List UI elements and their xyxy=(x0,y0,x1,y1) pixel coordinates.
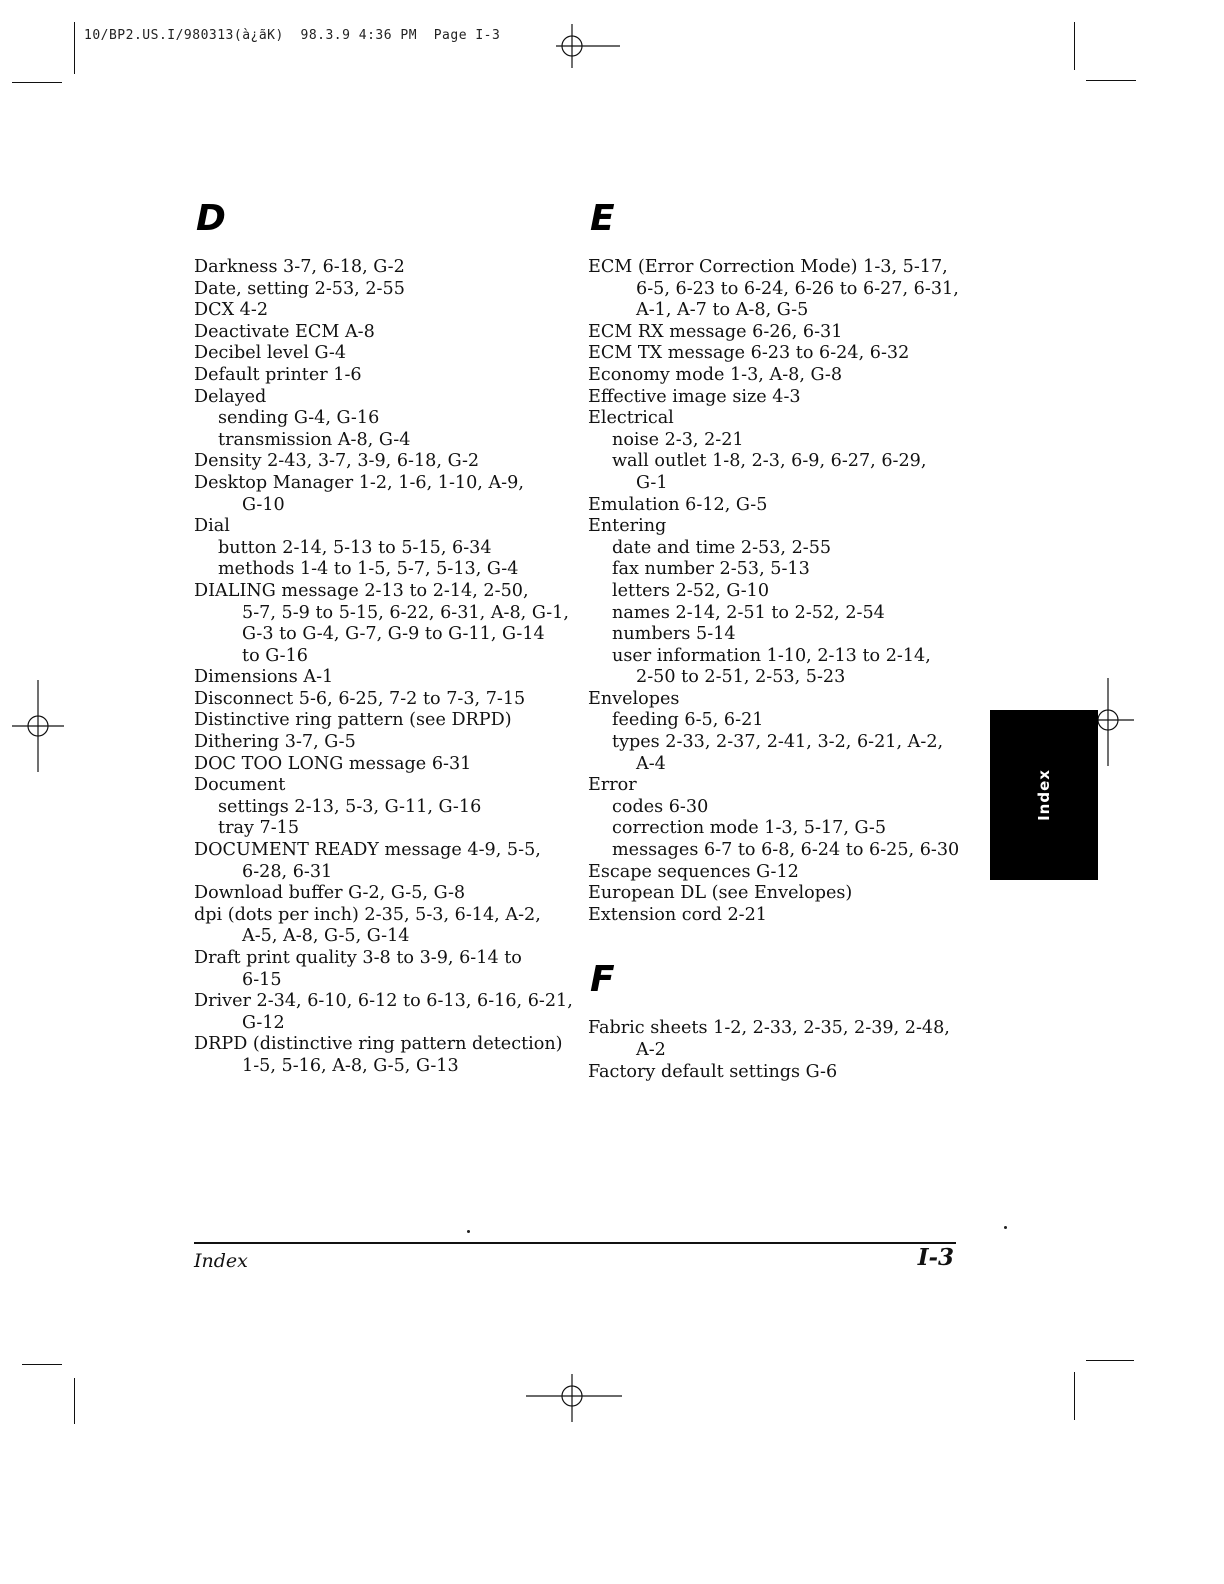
section-letter-f: F xyxy=(590,959,615,1001)
print-slug: 10/BP2.US.I/980313(à¿ãK) 98.3.9 4:36 PM Page I-3 xyxy=(84,28,501,43)
registration-mark-top xyxy=(548,20,628,72)
index-entry: Document xyxy=(194,775,286,796)
index-entry: Disconnect 5-6, 6-25, 7-2 to 7-3, 7-15 xyxy=(194,688,526,709)
crop-mark xyxy=(12,82,62,83)
index-entry: Escape sequences G-12 xyxy=(588,861,799,882)
index-entry-continuation: A-4 xyxy=(636,753,666,774)
index-column-left xyxy=(194,195,574,1078)
registration-mark-left xyxy=(10,678,66,774)
index-entry: Distinctive ring pattern (see DRPD) xyxy=(194,710,512,731)
index-entry-continuation: 6-15 xyxy=(242,969,282,990)
index-entry-continuation: 6-28, 6-31 xyxy=(242,861,333,882)
index-entry: DOCUMENT READY message 4-9, 5-5, xyxy=(194,840,541,861)
index-subentry: fax number 2-53, 5-13 xyxy=(612,559,810,580)
entries-e xyxy=(588,257,988,926)
index-subentry: wall outlet 1-8, 2-3, 6-9, 6-27, 6-29, xyxy=(612,451,927,472)
index-entry: Economy mode 1-3, A-8, G-8 xyxy=(588,364,843,385)
crop-mark xyxy=(74,1378,75,1424)
index-entry: Dimensions A-1 xyxy=(194,667,334,688)
index-entry: Default printer 1-6 xyxy=(194,364,362,385)
index-thumb-tab xyxy=(990,710,1098,880)
index-entry: European DL (see Envelopes) xyxy=(588,883,853,904)
index-entry: Dithering 3-7, G-5 xyxy=(194,732,356,753)
index-entry: Electrical xyxy=(588,408,674,429)
index-entry-continuation: 2-50 to 2-51, 2-53, 5-23 xyxy=(636,667,846,688)
crop-mark xyxy=(1086,1360,1134,1361)
index-subentry: names 2-14, 2-51 to 2-52, 2-54 xyxy=(612,602,885,623)
index-entry-continuation: G-12 xyxy=(242,1012,285,1033)
index-subentry: types 2-33, 2-37, 2-41, 3-2, 6-21, A-2, xyxy=(612,732,944,753)
crop-mark xyxy=(74,22,75,74)
index-entry-continuation: G-10 xyxy=(242,494,285,515)
index-subentry: date and time 2-53, 2-55 xyxy=(612,537,832,558)
index-subentry: numbers 5-14 xyxy=(612,624,736,645)
index-entry: DOC TOO LONG message 6-31 xyxy=(194,753,472,774)
index-subentry: user information 1-10, 2-13 to 2-14, xyxy=(612,645,931,666)
index-subentry: codes 6-30 xyxy=(612,796,709,817)
index-entry: Error xyxy=(588,775,637,796)
index-entry-continuation: 5-7, 5-9 to 5-15, 6-22, 6-31, A-8, G-1, xyxy=(242,602,569,623)
crop-mark xyxy=(1074,1372,1075,1420)
index-subentry: tray 7-15 xyxy=(218,818,300,839)
index-entry: ECM (Error Correction Mode) 1-3, 5-17, xyxy=(588,257,948,277)
thumb-tab-label: Index xyxy=(1035,769,1053,821)
index-entry-continuation: G-1 xyxy=(636,472,668,493)
index-subentry: transmission A-8, G-4 xyxy=(218,429,411,450)
index-subentry: sending G-4, G-16 xyxy=(218,408,380,429)
index-entry-continuation: G-3 to G-4, G-7, G-9 to G-11, G-14 xyxy=(242,624,545,645)
section-letter-e: E xyxy=(590,198,615,239)
index-subentry: methods 1-4 to 1-5, 5-7, 5-13, G-4 xyxy=(218,559,519,580)
registration-mark-bottom xyxy=(524,1372,624,1424)
index-entry: DIALING message 2-13 to 2-14, 2-50, xyxy=(194,580,529,601)
index-entry: Desktop Manager 1-2, 1-6, 1-10, A-9, xyxy=(194,472,524,493)
index-entry: Date, setting 2-53, 2-55 xyxy=(194,278,405,299)
index-entry: ECM TX message 6-23 to 6-24, 6-32 xyxy=(588,343,910,364)
entries-d xyxy=(194,257,574,1078)
index-entry-continuation: 6-5, 6-23 to 6-24, 6-26 to 6-27, 6-31, xyxy=(636,278,959,299)
index-subentry: button 2-14, 5-13 to 5-15, 6-34 xyxy=(218,537,492,558)
index-entry: Factory default settings G-6 xyxy=(588,1061,838,1082)
index-entry-continuation: to G-16 xyxy=(242,645,308,666)
footer-rule xyxy=(194,1242,956,1244)
index-entry-continuation: A-5, A-8, G-5, G-14 xyxy=(242,926,410,947)
crop-mark xyxy=(22,1364,62,1365)
index-entry: dpi (dots per inch) 2-35, 5-3, 6-14, A-2, xyxy=(194,904,541,925)
index-entry: Deactivate ECM A-8 xyxy=(194,321,375,342)
index-entry: Dial xyxy=(194,516,230,537)
crop-mark xyxy=(1074,22,1075,70)
index-entry: Entering xyxy=(588,516,667,537)
index-entry: Fabric sheets 1-2, 2-33, 2-35, 2-39, 2-48, xyxy=(588,1018,950,1039)
index-entry: Delayed xyxy=(194,386,267,407)
index-entry: Density 2-43, 3-7, 3-9, 6-18, G-2 xyxy=(194,451,480,472)
index-entry-continuation: A-2 xyxy=(636,1040,666,1060)
index-subentry: noise 2-3, 2-21 xyxy=(612,429,744,450)
section-letter-d: D xyxy=(196,198,226,239)
index-entry: DRPD (distinctive ring pattern detection) xyxy=(194,1034,563,1055)
entries-f xyxy=(588,1018,988,1083)
index-entry: Emulation 6-12, G-5 xyxy=(588,494,768,515)
index-entry: Decibel level G-4 xyxy=(194,343,347,364)
index-entry: Driver 2-34, 6-10, 6-12 to 6-13, 6-16, 6-21, xyxy=(194,991,573,1012)
footer-section-label: Index xyxy=(194,1250,248,1272)
index-subentry: settings 2-13, 5-3, G-11, G-16 xyxy=(218,796,482,817)
index-entry: Effective image size 4-3 xyxy=(588,386,801,407)
index-subentry: correction mode 1-3, 5-17, G-5 xyxy=(612,818,887,839)
index-entry: Draft print quality 3-8 to 3-9, 6-14 to xyxy=(194,948,522,968)
index-entry-continuation: 1-5, 5-16, A-8, G-5, G-13 xyxy=(242,1055,459,1076)
index-subentry: messages 6-7 to 6-8, 6-24 to 6-25, 6-30 xyxy=(612,840,960,861)
index-subentry: feeding 6-5, 6-21 xyxy=(612,710,764,731)
index-subentry: letters 2-52, G-10 xyxy=(612,580,770,601)
index-entry: Envelopes xyxy=(588,688,680,709)
index-entry: Extension cord 2-21 xyxy=(588,904,767,925)
index-entry: Download buffer G-2, G-5, G-8 xyxy=(194,883,466,904)
index-entry: DCX 4-2 xyxy=(194,300,269,321)
footer-page-number: I-3 xyxy=(917,1244,954,1271)
index-entry: ECM RX message 6-26, 6-31 xyxy=(588,321,843,342)
index-entry-continuation: A-1, A-7 to A-8, G-5 xyxy=(636,300,809,321)
index-column-right xyxy=(588,195,988,1083)
index-entry: Darkness 3-7, 6-18, G-2 xyxy=(194,257,405,277)
crop-mark xyxy=(1086,80,1136,81)
